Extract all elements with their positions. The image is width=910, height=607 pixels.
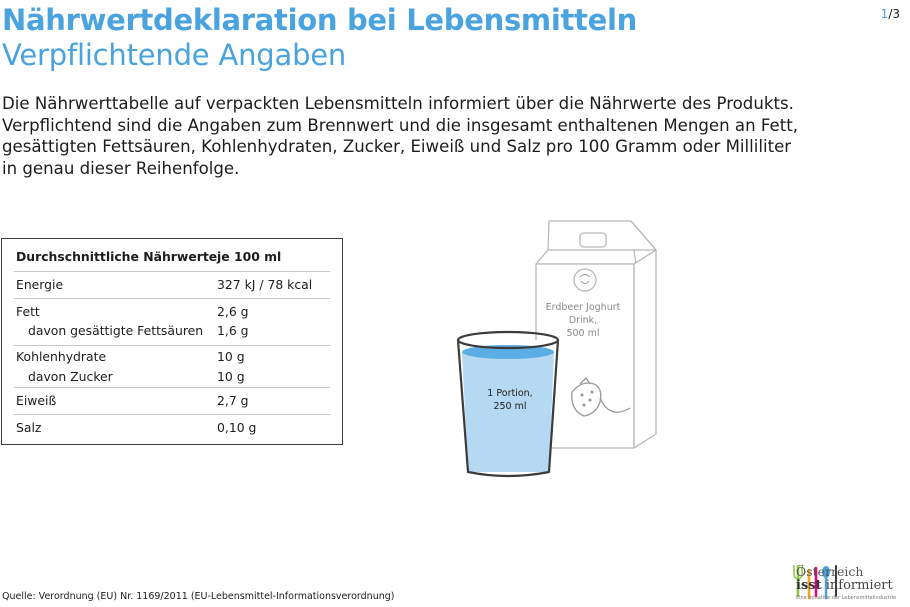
glass-label-line: 1 Portion, xyxy=(487,388,533,399)
logo-text-line1: Österreich xyxy=(796,564,864,579)
logo-text-rest: informiert xyxy=(821,578,893,593)
page-subtitle: Verpflichtende Angaben xyxy=(2,38,347,72)
table-row xyxy=(14,387,330,414)
row-value: 2,7 g xyxy=(217,393,249,408)
intro-paragraph: Die Nährwerttabelle auf verpackten Lebensmitteln informiert über die Nährwerte des Produkts. Verpflichtend sind die Angaben zum Brennwert und die insgesamt enthaltenen Mengen an Fett, gesättigten Fettsäuren, Kohlenhydraten, Zucker, Eiweiß und Salz pro 100 Gramm oder Milliliter in genau dieser Reihenfolge. xyxy=(2,94,798,178)
page-indicator xyxy=(881,7,900,21)
glass-label xyxy=(472,387,548,413)
row-sublabel: davon gesättigte Fettsäuren xyxy=(28,323,204,338)
row-label: Kohlenhydrate xyxy=(16,349,107,364)
row-subvalue: 10 g xyxy=(217,369,245,384)
table-header-value: je 100 ml xyxy=(217,249,282,264)
carton-label-line: Erdbeer Joghurt xyxy=(545,302,621,313)
table-row xyxy=(14,345,330,388)
logo-tagline: Eine Initiative der Lebensmittelindustrie xyxy=(796,595,897,601)
carton-label-line: 500 ml xyxy=(566,328,600,339)
row-subvalue: 1,6 g xyxy=(217,323,249,338)
carton-label xyxy=(538,301,628,340)
page-total: /3 xyxy=(888,7,900,21)
carton-label-line: Drink, xyxy=(568,315,598,326)
row-label: Salz xyxy=(16,420,42,435)
table-row xyxy=(14,271,330,298)
row-label: Energie xyxy=(16,277,64,292)
carton-and-glass-illustration xyxy=(440,210,670,480)
row-value: 0,10 g xyxy=(217,420,257,435)
row-value: 327 kJ / 78 kcal xyxy=(217,277,313,292)
row-sublabel: davon Zucker xyxy=(28,369,113,384)
page-title: Nährwertdeklaration bei Lebensmitteln xyxy=(2,3,637,37)
row-label: Eiweiß xyxy=(16,393,57,408)
source-note: Quelle: Verordnung (EU) Nr. 1169/2011 (EU-Lebensmittel-Informationsverordnung) xyxy=(2,591,395,602)
logo-text-line2 xyxy=(796,578,893,593)
nutrition-table xyxy=(1,238,343,445)
table-header-label: Durchschnittliche Nährwerte xyxy=(16,249,218,264)
row-value: 2,6 g xyxy=(217,304,249,319)
table-row xyxy=(14,298,330,345)
logo-text-bold: isst xyxy=(796,578,822,593)
table-row xyxy=(14,414,330,441)
glass-label-line: 250 ml xyxy=(493,401,527,412)
row-label: Fett xyxy=(16,304,40,319)
page-current: 1 xyxy=(880,7,889,21)
row-value: 10 g xyxy=(217,349,245,364)
